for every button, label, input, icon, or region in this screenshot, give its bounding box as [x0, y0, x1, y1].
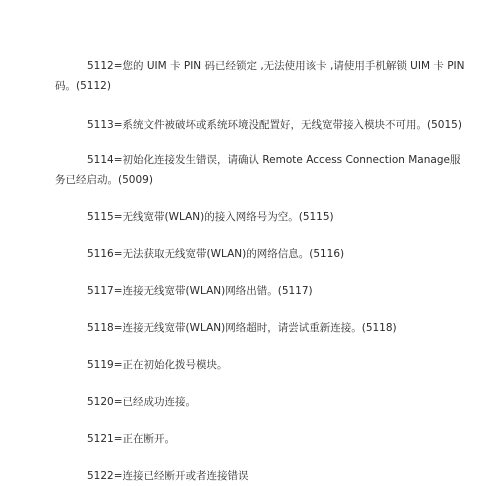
paragraph-5122: 5122=连接已经断开或者连接错误	[87, 470, 249, 482]
paragraph-5112: 5112=您的 UIM 卡 PIN 码已经锁定 ,无法使用该卡 ,请使用手机解锁 UIM 卡 PIN 码。(5112)	[55, 60, 465, 92]
paragraph-5113: 5113=系统文件被破坏或系统环境没配置好，无线宽带接入模块不可用。(5015)	[87, 119, 462, 131]
paragraph-5116: 5116=无法获取无线宽带(WLAN)的网络信息。(5116)	[87, 248, 345, 260]
paragraph-5117: 5117=连接无线宽带(WLAN)网络出错。(5117)	[87, 285, 313, 297]
paragraph-5115: 5115=无线宽带(WLAN)的接入网络号为空。(5115)	[87, 211, 334, 223]
paragraph-5121: 5121=正在断开。	[87, 433, 176, 445]
paragraph-5118: 5118=连接无线宽带(WLAN)网络超时，请尝试重新连接。(5118)	[87, 322, 397, 334]
paragraph-5120: 5120=已经成功连接。	[87, 396, 197, 408]
paragraph-5119: 5119=正在初始化拨号模块。	[87, 359, 228, 371]
paragraph-5114: 5114=初始化连接发生错误，请确认 Remote Access Connection Manage服务已经启动。(5009)	[55, 154, 461, 186]
